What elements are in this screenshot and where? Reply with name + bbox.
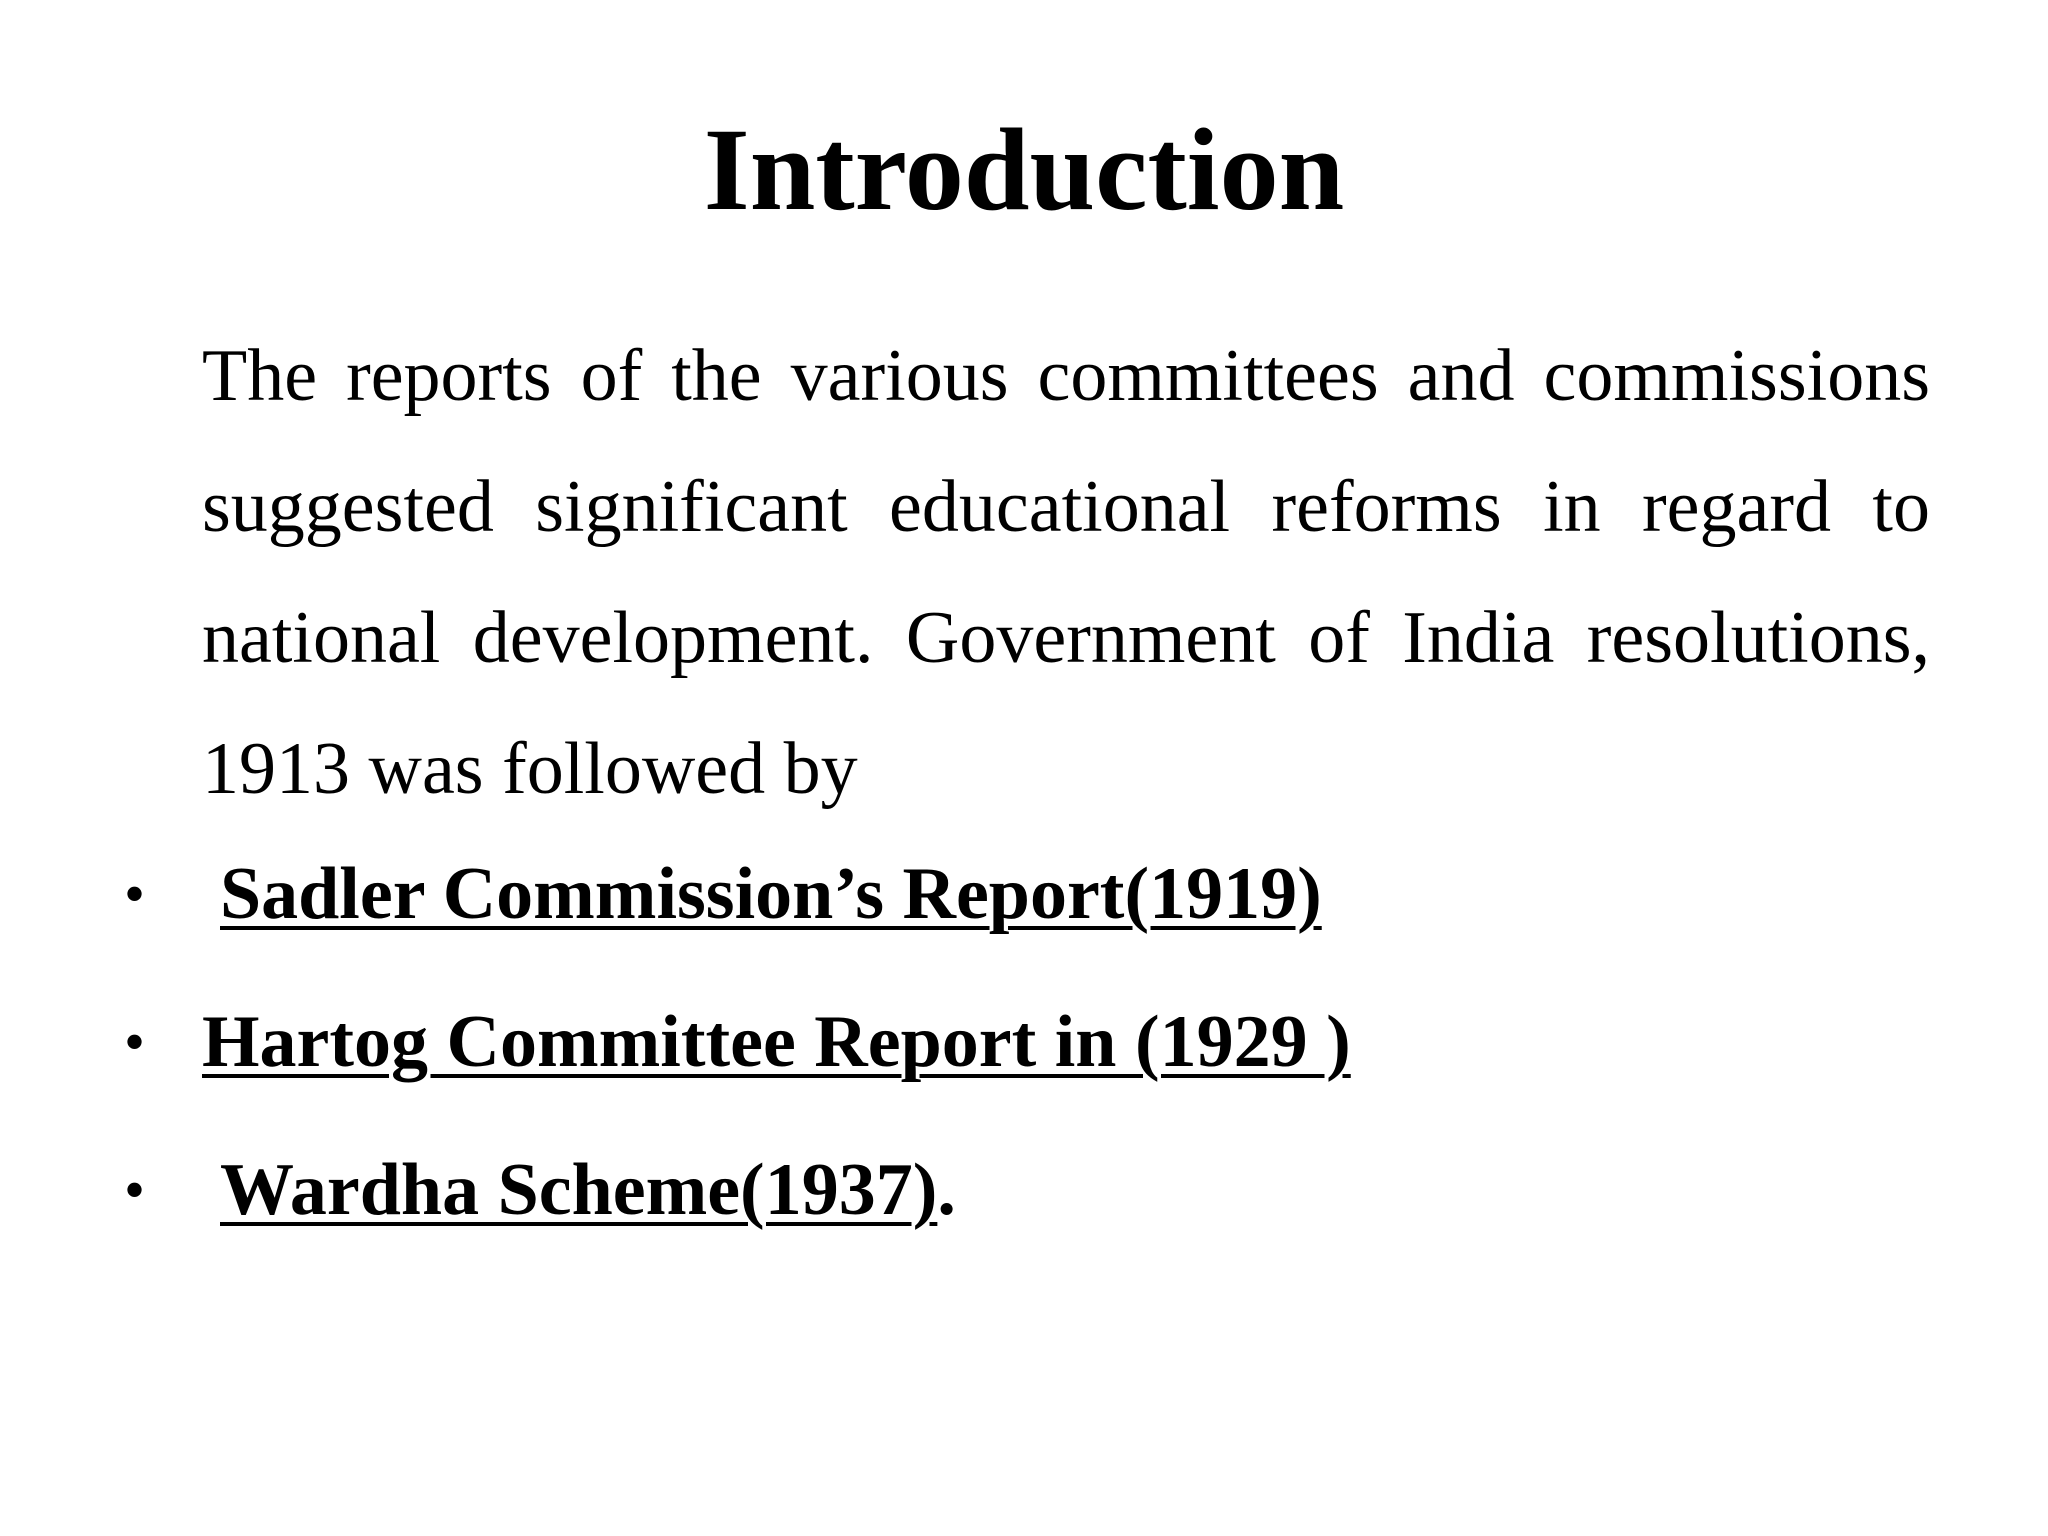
bullet-icon: •	[124, 861, 146, 927]
bullet-list	[0, 846, 2048, 1290]
bullet-text	[220, 846, 1322, 942]
list-item	[0, 846, 2048, 994]
list-item	[0, 994, 2048, 1142]
bullet-icon: •	[124, 1009, 146, 1075]
bullet-icon: •	[124, 1157, 146, 1223]
wardha-scheme-link[interactable]: Wardha Scheme(1937)	[220, 1149, 938, 1231]
sadler-report-link[interactable]: Sadler Commission’s Report(1919)	[220, 853, 1322, 935]
list-item	[0, 1142, 2048, 1290]
bullet-suffix: .	[937, 1149, 956, 1231]
bullet-text	[202, 994, 1351, 1090]
hartog-report-link[interactable]: Hartog Committee Report in (1929 )	[202, 1001, 1351, 1083]
intro-paragraph: The reports of the various committees and commissions suggested significant educational reforms in regard to national development. Government of India resolutions, 1913 was followed by	[202, 335, 1930, 810]
bullet-text	[220, 1142, 956, 1238]
slide-title: Introduction	[703, 104, 1345, 235]
